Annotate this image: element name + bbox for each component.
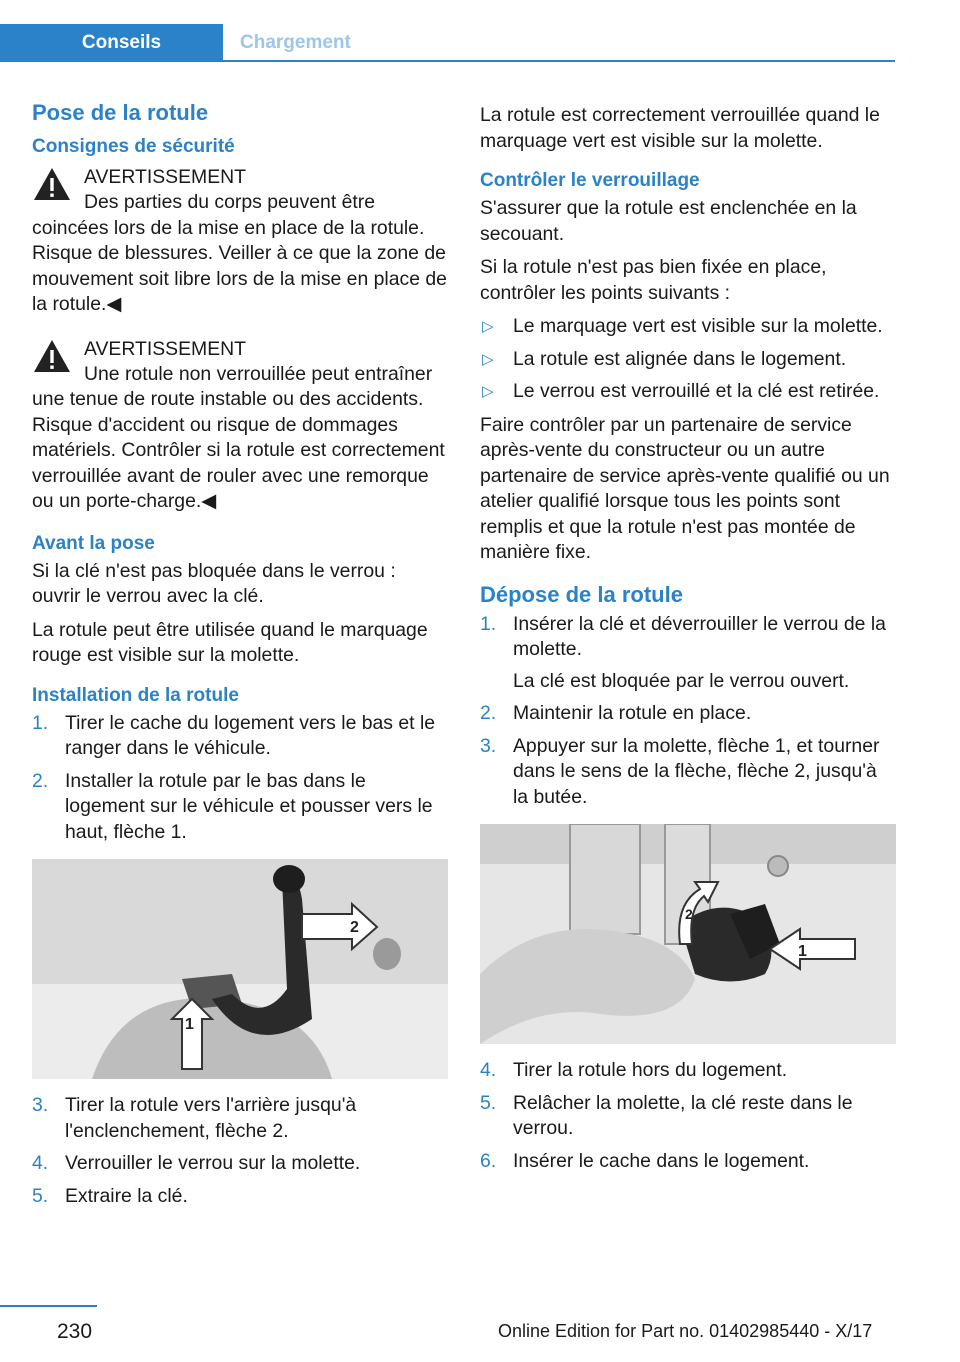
paragraph: Si la rotule n'est pas bien fixée en place, contrôler les points suivants :: [480, 256, 827, 304]
tow-ball-install-illustration: [32, 859, 448, 1079]
bullet-triangle-icon: ▷: [482, 383, 494, 400]
arrow-label-2: 2: [685, 906, 693, 922]
step-number: 5.: [32, 1184, 49, 1207]
tab-conseils[interactable]: Conseils: [0, 24, 223, 60]
step-number: 6.: [480, 1149, 497, 1172]
step-number: 5.: [480, 1091, 497, 1114]
step-number: 4.: [480, 1059, 497, 1081]
bullet-text: La rotule est alignée dans le logement.: [513, 347, 847, 370]
step-number: 2.: [32, 769, 49, 792]
step-text: Insérer le cache dans le logement.: [513, 1149, 810, 1172]
step-text: Tirer le cache du logement vers le bas et le ranger dans le véhicule.: [65, 711, 436, 759]
list-item: [480, 379, 896, 405]
check-heading: Contrôler le verrouillage: [480, 170, 700, 191]
left-column: [32, 100, 448, 1217]
step-text: Tirer la rotule vers l'arrière jusqu'à l'enclenchement, flèche 2.: [65, 1094, 357, 1142]
warning-text: Des parties du corps peuvent être coincées lors de la mise en place de la rotule. Risque de blessures. Veiller à ce que la zone de mouvement soit libre lors de la mise en place de la rotule.◀: [32, 191, 447, 315]
removal-steps: [480, 612, 896, 811]
list-item: [480, 1091, 896, 1142]
step-text: Relâcher la molette, la clé reste dans le verrou.: [513, 1091, 853, 1139]
step-text: Tirer la rotule hors du logement.: [513, 1059, 788, 1081]
list-item: [480, 701, 896, 727]
install-heading: Installation de la rotule: [32, 684, 239, 706]
arrow-label-1: 1: [185, 1016, 194, 1033]
paragraph: La rotule peut être utilisée quand le marquage rouge est visible sur la molette.: [32, 618, 428, 666]
step-number: 1.: [480, 612, 497, 635]
warning-title: AVERTISSEMENT: [84, 166, 246, 188]
page-number: 230: [57, 1320, 93, 1343]
step-text: Extraire la clé.: [65, 1184, 188, 1207]
step-text: Verrouiller le verrou sur la molette.: [65, 1152, 361, 1174]
right-column: [480, 103, 896, 1182]
paragraph: La rotule est correctement verrouillée quand le marquage vert est visible sur la molette.: [480, 104, 880, 152]
warning-block-2: [32, 336, 448, 515]
arrow-label-2: 2: [350, 919, 359, 936]
arrow-label-1: 1: [798, 943, 807, 960]
step-text: Insérer la clé et déverrouiller le verrou de la molette.: [513, 612, 886, 660]
list-item: [32, 711, 448, 762]
section-title: Pose de la rotule: [32, 100, 209, 125]
warning-icon: [32, 166, 72, 202]
step-text: Maintenir la rotule en place.: [513, 702, 752, 724]
step-number: 4.: [32, 1152, 49, 1174]
list-item: [32, 1093, 448, 1144]
step-subtext: La clé est bloquée par le verrou ouvert.: [513, 669, 850, 692]
bullet-text: Le marquage vert est visible sur la molette.: [513, 315, 883, 337]
removal-steps-continued: [480, 1058, 896, 1174]
list-item: [32, 769, 448, 846]
list-item: [480, 347, 896, 373]
safety-heading: Consignes de sécurité: [32, 136, 235, 157]
removal-title: Dépose de la rotule: [480, 581, 683, 607]
step-number: 3.: [480, 734, 497, 757]
footer-divider: [0, 1305, 97, 1307]
step-text: Installer la rotule par le bas dans le logement sur le véhicule et pousser vers le haut, flèche 1.: [65, 769, 433, 843]
section-tabs: [0, 24, 895, 62]
paragraph: Si la clé n'est pas bloquée dans le verrou : ouvrir le verrou avec la clé.: [32, 559, 396, 607]
warning-title: AVERTISSEMENT: [84, 337, 246, 360]
warning-text: Une rotule non verrouillée peut entraîner une tenue de route instable ou des accidents. Risque d'accident ou risque de dommages matériels. Contrôler si la rotule est correctement verrouillée avant de rouler avec une remorque ou un porte-charge.◀: [32, 362, 445, 512]
bullet-triangle-icon: ▷: [482, 318, 494, 335]
bullet-text: Le verrou est verrouillé et la clé est retirée.: [513, 380, 880, 402]
before-heading: Avant la pose: [32, 532, 155, 554]
list-item: [32, 1151, 448, 1177]
install-steps-continued: [32, 1093, 448, 1209]
paragraph: S'assurer que la rotule est enclenchée en la secouant.: [480, 197, 857, 245]
list-item: [480, 1149, 896, 1175]
check-list: [480, 314, 896, 405]
install-steps: [32, 711, 448, 846]
step-number: 3.: [32, 1094, 49, 1116]
tab-chargement[interactable]: Chargement: [240, 32, 351, 53]
step-number: 2.: [480, 702, 497, 724]
paragraph: Faire contrôler par un partenaire de service après-vente du constructeur ou un autre partenaire de service après-vente qualifié ou un atelier qualifié lorsque tous les points sont remplis et que la rotule n'est pas montée de manière fixe.: [480, 413, 890, 563]
warning-block-1: [32, 164, 448, 318]
step-text: Appuyer sur la molette, flèche 1, et tourner dans le sens de la flèche, flèche 2, jusqu'à la butée.: [513, 734, 880, 808]
step-number: 1.: [32, 711, 49, 734]
list-item: [480, 734, 896, 811]
edition-note: Online Edition for Part no. 01402985440 - X/17: [498, 1321, 873, 1341]
list-item: [480, 314, 896, 340]
tow-ball-removal-illustration: [480, 824, 896, 1044]
bullet-triangle-icon: ▷: [482, 350, 494, 368]
list-item: [480, 612, 896, 695]
warning-icon: [32, 338, 72, 374]
list-item: [32, 1184, 448, 1210]
list-item: [480, 1058, 896, 1084]
